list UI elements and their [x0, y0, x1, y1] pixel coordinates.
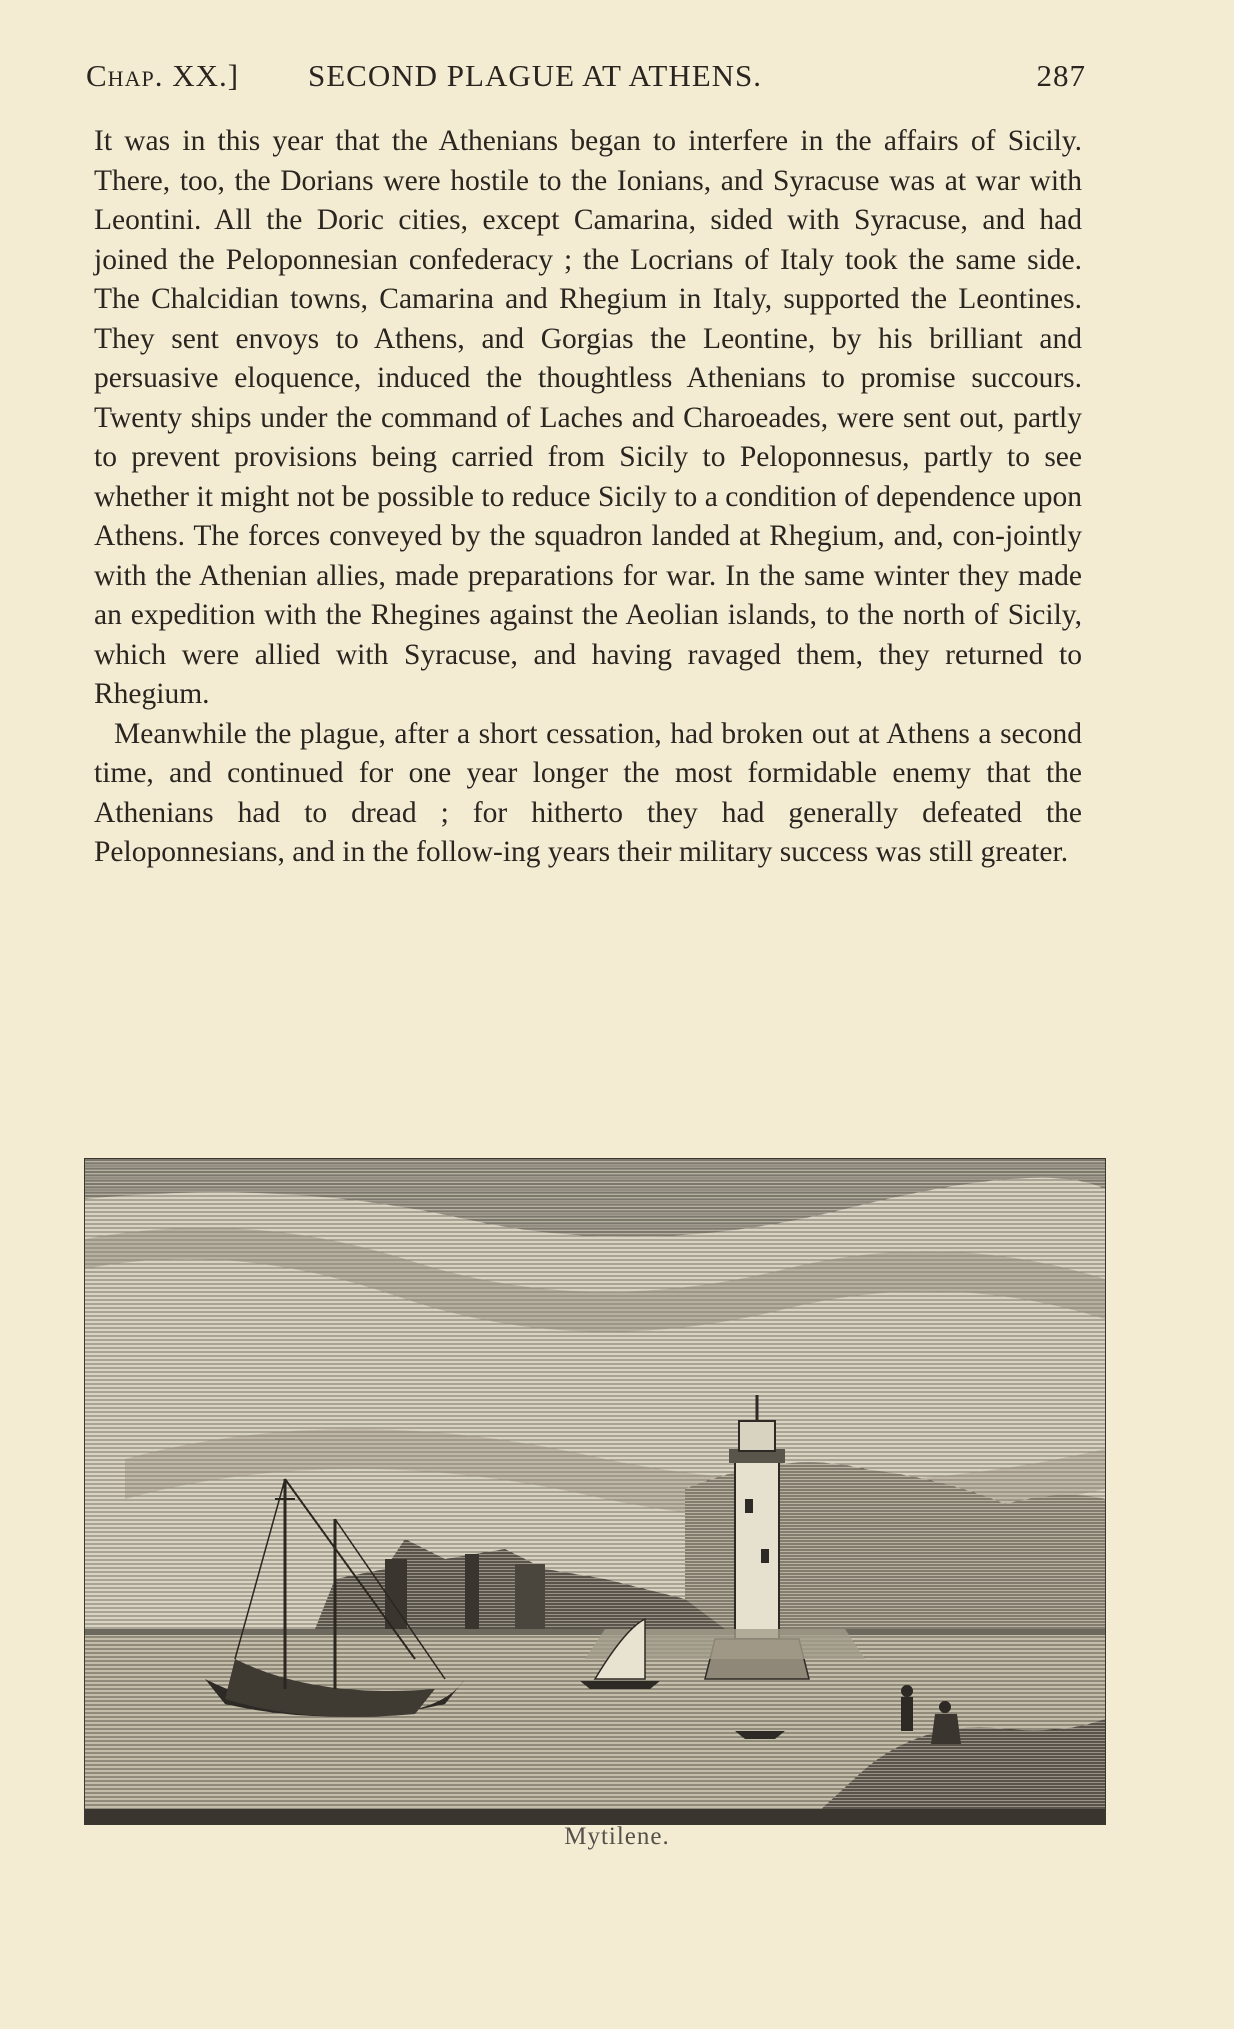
illustration-caption: Mytilene.: [564, 1823, 670, 1850]
running-title: SECOND PLAGUE AT ATHENS.: [308, 58, 763, 93]
running-header: [86, 58, 1086, 98]
harbor-engraving: [85, 1159, 1105, 1824]
body-text: [94, 122, 1082, 873]
paragraph-sicily: It was in this year that the Athenians began to interfere in the affairs of Sicily. There, too, the Dorians were hostile to the Ionians, and Syracuse was at war with Leontini. All the Doric cities, except Camarina, sided with Syracuse, and had joined the Peloponnesian confederacy ; the Locrians of Italy took the same side. The Chalcidian towns, Camarina and Rhegium in Italy, supported the Leontines. They sent envoys to Athens, and Gorgias the Leontine, by his brilliant and persuasive eloquence, induced the thoughtless Athenians to promise succours. Twenty ships under the command of Laches and Charoeades, were sent out, partly to prevent provisions being carried from Sicily to Peloponnesus, partly to see whether it might not be possible to reduce Sicily to a condition of dependence upon Athens. The forces conveyed by the squadron landed at Rhegium, and, con-jointly with the Athenian allies, made preparations for war. In the same winter they made an expedition with the Rhegines against the Aeolian islands, to the north of Sicily, which were allied with Syracuse, and having ravaged them, they returned to Rhegium.: [94, 125, 1082, 710]
page-number: 287: [1036, 58, 1086, 93]
paragraph-plague: Meanwhile the plague, after a short cessation, had broken out at Athens a second time, and continued for one year longer the most formidable enemy that the Athenians had to dread ; for hitherto they had generally defeated the Peloponnesians, and in the follow-ing years their military success was still greater.: [94, 717, 1082, 868]
engraving-mytilene: [84, 1158, 1106, 1825]
chapter-label: Chap. XX.]: [86, 58, 240, 93]
